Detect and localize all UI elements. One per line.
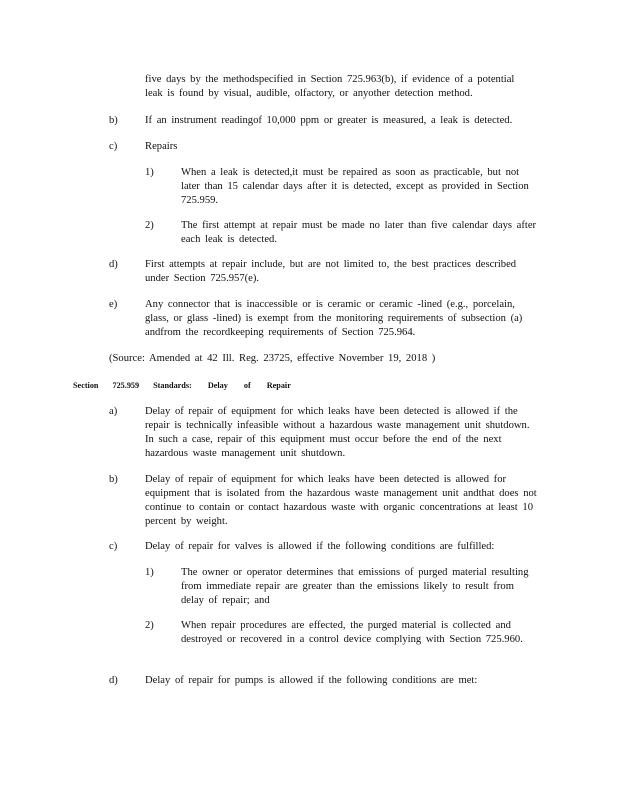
sec-item-c-label: c) [109,541,118,552]
item-d-label: d) [109,259,118,270]
item-b-text: If an instrument readingof 10,000 ppm or greater is measured, a leak is detected. [145,115,513,126]
item-c1-label: 1) [145,167,154,178]
item-c-text: Repairs [145,141,178,152]
item-c2-text: The first attempt at repair must be made no later than five calendar days after each leak is detected. [181,220,537,245]
section-heading [73,380,291,391]
sec-item-d-text: Delay of repair for pumps is allowed if the following conditions are met: [145,675,478,686]
sec-item-d-label: d) [109,675,118,686]
sec-item-c1-label: 1) [145,567,154,578]
item-c2-label: 2) [145,220,154,231]
sec-item-b-text: Delay of repair of equipment for which leaks have been detected is allowed for equipment that is isolated from the hazardous waste management unit andthat does not continue to contain or contact hazardous waste with organic concentrations at least 10 percent by weight. [145,474,537,527]
sec-item-c2-label: 2) [145,620,154,631]
sec-item-c2-text: When repair procedures are effected, the purged material is collected and destroyed or recovered in a control device complying with Section 725.960. [181,620,523,645]
sec-item-c1-text: The owner or operator determines that emissions of purged material resulting from immediate repair are greater than the emissions likely to result from delay of repair; and [181,567,529,606]
sec-item-a-label: a) [109,406,118,417]
item-d-text: First attempts at repair include, but are not limited to, the best practices described under Section 725.957(e). [145,259,517,284]
item-b-label: b) [109,115,118,126]
source-note: (Source: Amended at 42 Ill. Reg. 23725, effective November 19, 2018 ) [109,353,436,364]
item-e-text: Any connector that is inaccessible or is ceramic or ceramic -lined (e.g., porcelain, glass, or glass -lined) is exempt from the monitoring requirements of subsection (a) andfrom the recordkeeping requirements of Section 725.964. [145,299,523,338]
section-title: Standards: Delay of Repair [153,381,291,390]
item-c1-text: When a leak is detected,it must be repaired as soon as practicable, but not later than 15 calendar days after it is detected, except as provided in Section 725.959. [181,167,529,206]
item-e-label: e) [109,299,118,310]
section-number: 725.959 [112,381,140,390]
item-c-label: c) [109,141,118,152]
section-word: Section [73,381,99,390]
sec-item-c-text: Delay of repair for valves is allowed if the following conditions are fulfilled: [145,541,495,552]
sec-item-a-text: Delay of repair of equipment for which leaks have been detected is allowed if the repair is technically infeasible without a hazardous waste management unit shutdown. In such a case, repair of this equipment must occur before the end of the next hazardous waste management unit shutdown. [145,406,530,459]
intro-paragraph: five days by the methodspecified in Section 725.963(b), if evidence of a potential leak is found by visual, audible, olfactory, or anyother detection method. [145,74,515,99]
sec-item-b-label: b) [109,474,118,485]
